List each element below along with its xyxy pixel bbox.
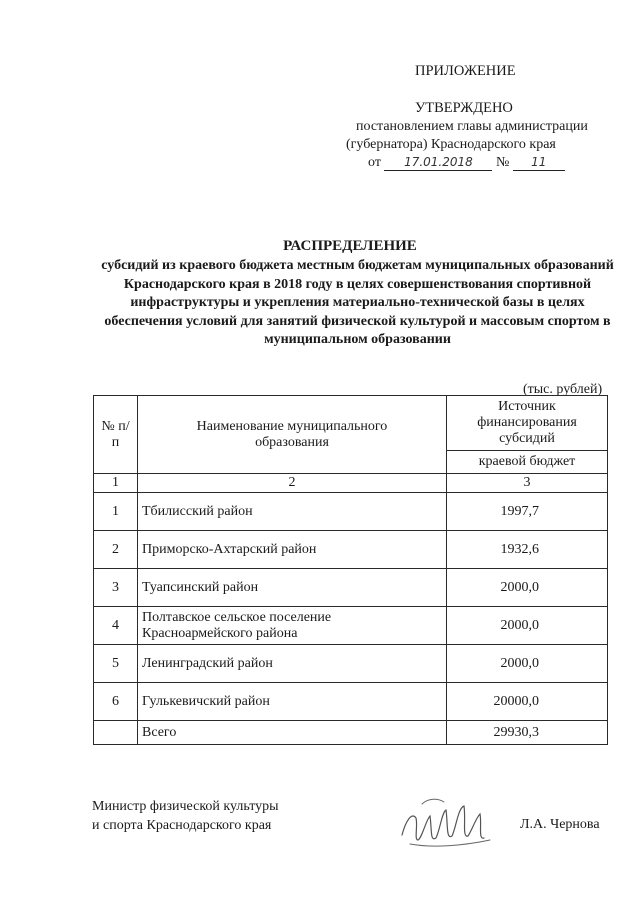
row-value: 20000,0 [447,683,608,721]
header-source: Источник финансирования субсидий [447,396,608,451]
row-name: Приморско-Ахтарский район [138,531,447,569]
row-name: Туапсинский район [138,569,447,607]
total-row [94,721,608,745]
minister-line-2: и спорта Краснодарского края [92,818,272,833]
handwritten-signature [392,790,502,860]
total-value: 29930,3 [447,721,608,745]
units-label: (тыс. рублей) [523,382,603,397]
minister-line-1: Министр физической культуры [92,799,279,814]
row-num: 3 [94,569,138,607]
minister-title [92,797,279,835]
row-num: 5 [94,645,138,683]
date-line [368,155,565,171]
row-num: 1 [94,493,138,531]
decree-line: постановлением главы администрации [356,119,588,134]
table-header-row [94,396,608,451]
header-budget: краевой бюджет [447,451,608,474]
table-row [94,645,608,683]
document-title: РАСПРЕДЕЛЕНИЕ [283,238,417,254]
date-prefix: от [368,155,381,170]
decree-date: 17.01.2018 [384,155,492,171]
header-name: Наименование муниципального образования [138,396,447,474]
index-cell: 2 [138,474,447,493]
row-num: 4 [94,607,138,645]
document-subtitle: субсидий из краевого бюджета местным бюджетам муниципальных образований Краснодарского края в 2018 году в целях совершенствования спортивной инфраструктуры и укрепления материально-технической базы в целях обеспечения условий для занятий физической культурой и массовым спортом в муниципальном образовании [101,258,614,347]
row-num: 6 [94,683,138,721]
governor-line: (губернатора) Краснодарского края [346,137,556,152]
index-cell: 1 [94,474,138,493]
decree-number: 11 [513,155,565,171]
approved-label: УТВЕРЖДЕНО [415,100,513,116]
row-name: Полтавское сельское поселение Красноармейского района [138,607,447,645]
table-row [94,493,608,531]
row-name: Ленинградский район [138,645,447,683]
index-row [94,474,608,493]
appendix-label: ПРИЛОЖЕНИЕ [415,63,516,79]
row-value: 2000,0 [447,569,608,607]
signer-name: Л.А. Чернова [520,817,600,832]
table-row [94,607,608,645]
table-row [94,683,608,721]
subsidy-table [93,395,608,745]
row-name: Гулькевичский район [138,683,447,721]
index-cell: 3 [447,474,608,493]
table-row [94,569,608,607]
row-value: 1997,7 [447,493,608,531]
header-num: № п/п [94,396,138,474]
row-value: 2000,0 [447,645,608,683]
row-num: 2 [94,531,138,569]
row-value: 1932,6 [447,531,608,569]
row-value: 2000,0 [447,607,608,645]
total-label: Всего [138,721,447,745]
row-name: Тбилисский район [138,493,447,531]
table-row [94,531,608,569]
number-prefix: № [495,155,510,170]
